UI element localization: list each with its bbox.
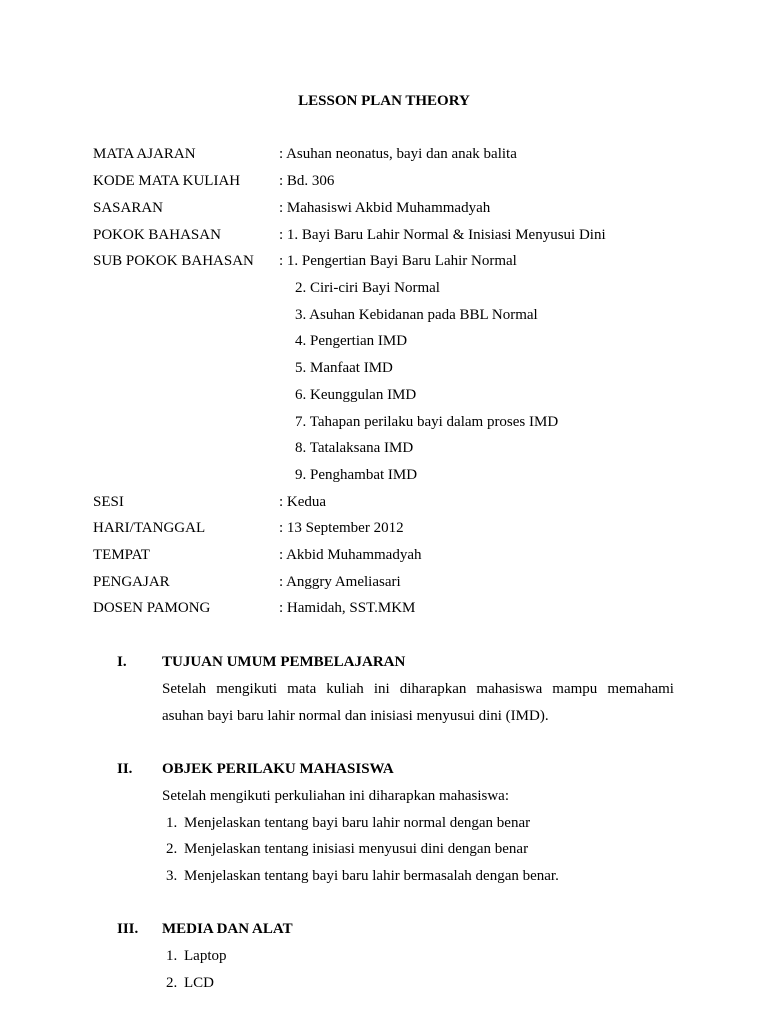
list-number: 1. bbox=[166, 815, 178, 831]
info-value: : Kedua bbox=[279, 494, 327, 510]
list-number: 1. bbox=[166, 948, 178, 964]
section-paragraph bbox=[162, 681, 674, 698]
info-value: : Bd. 306 bbox=[279, 173, 335, 189]
info-label: DOSEN PAMONG bbox=[93, 600, 211, 616]
list-text: LCD bbox=[184, 975, 214, 991]
document-title: LESSON PLAN THEORY bbox=[298, 93, 470, 109]
info-value: : Akbid Muhammadyah bbox=[279, 547, 422, 563]
list-item bbox=[166, 815, 530, 832]
list-text: Laptop bbox=[184, 948, 227, 964]
info-value: : Asuhan neonatus, bayi dan anak balita bbox=[279, 146, 517, 162]
info-label: POKOK BAHASAN bbox=[93, 227, 221, 243]
list-number: 2. bbox=[166, 841, 178, 857]
info-label: SUB POKOK BAHASAN bbox=[93, 253, 254, 269]
list-number: 3. bbox=[166, 868, 178, 884]
sub-topic-item: 9. Penghambat IMD bbox=[295, 467, 418, 483]
info-value: : Hamidah, SST.MKM bbox=[279, 600, 416, 616]
section-number: II. bbox=[117, 761, 133, 777]
info-label: SASARAN bbox=[93, 200, 164, 216]
list-item bbox=[166, 975, 214, 992]
list-number: 2. bbox=[166, 975, 178, 991]
list-item bbox=[166, 841, 528, 858]
list-item bbox=[166, 868, 559, 885]
info-label: HARI/TANGGAL bbox=[93, 520, 206, 536]
sub-topic-item: 8. Tatalaksana IMD bbox=[295, 440, 414, 456]
info-label: SESI bbox=[93, 494, 124, 510]
sub-topic-item: 7. Tahapan perilaku bayi dalam proses IMD bbox=[295, 414, 559, 430]
sub-topic-item: 5. Manfaat IMD bbox=[295, 360, 393, 376]
info-value: : Anggry Ameliasari bbox=[279, 574, 401, 590]
info-label: PENGAJAR bbox=[93, 574, 170, 590]
section-number: I. bbox=[117, 654, 127, 670]
section-number: III. bbox=[117, 921, 139, 937]
section-heading: TUJUAN UMUM PEMBELAJARAN bbox=[162, 654, 406, 670]
paragraph-line: Setelah mengikuti mata kuliah ini diharapkan mahasiswa mampu memahami bbox=[162, 681, 674, 697]
sub-topic-item: 4. Pengertian IMD bbox=[295, 333, 408, 349]
info-label: TEMPAT bbox=[93, 547, 150, 563]
info-label: MATA AJARAN bbox=[93, 146, 196, 162]
section-intro: Setelah mengikuti perkuliahan ini diharapkan mahasiswa: bbox=[162, 788, 509, 804]
info-label: KODE MATA KULIAH bbox=[93, 173, 241, 189]
list-text: Menjelaskan tentang inisiasi menyusui dini dengan benar bbox=[184, 841, 529, 857]
sub-topic-item: 2. Ciri-ciri Bayi Normal bbox=[295, 280, 440, 296]
sub-topic-item: 6. Keunggulan IMD bbox=[295, 387, 417, 403]
info-value: : 1. Pengertian Bayi Baru Lahir Normal bbox=[279, 253, 517, 269]
list-text: Menjelaskan tentang bayi baru lahir normal dengan benar bbox=[184, 815, 531, 831]
section-heading: OBJEK PERILAKU MAHASISWA bbox=[162, 761, 394, 777]
list-item bbox=[166, 948, 227, 965]
sub-topic-item: 3. Asuhan Kebidanan pada BBL Normal bbox=[295, 307, 538, 323]
paragraph-line: asuhan bayi baru lahir normal dan inisiasi menyusui dini (IMD). bbox=[162, 708, 549, 724]
list-text: Menjelaskan tentang bayi baru lahir bermasalah dengan benar. bbox=[184, 868, 559, 884]
info-value: : Mahasiswi Akbid Muhammadyah bbox=[279, 200, 491, 216]
section-heading: MEDIA DAN ALAT bbox=[162, 921, 293, 937]
info-value: : 1. Bayi Baru Lahir Normal & Inisiasi Menyusui Dini bbox=[279, 227, 606, 243]
info-value: : 13 September 2012 bbox=[279, 520, 404, 536]
